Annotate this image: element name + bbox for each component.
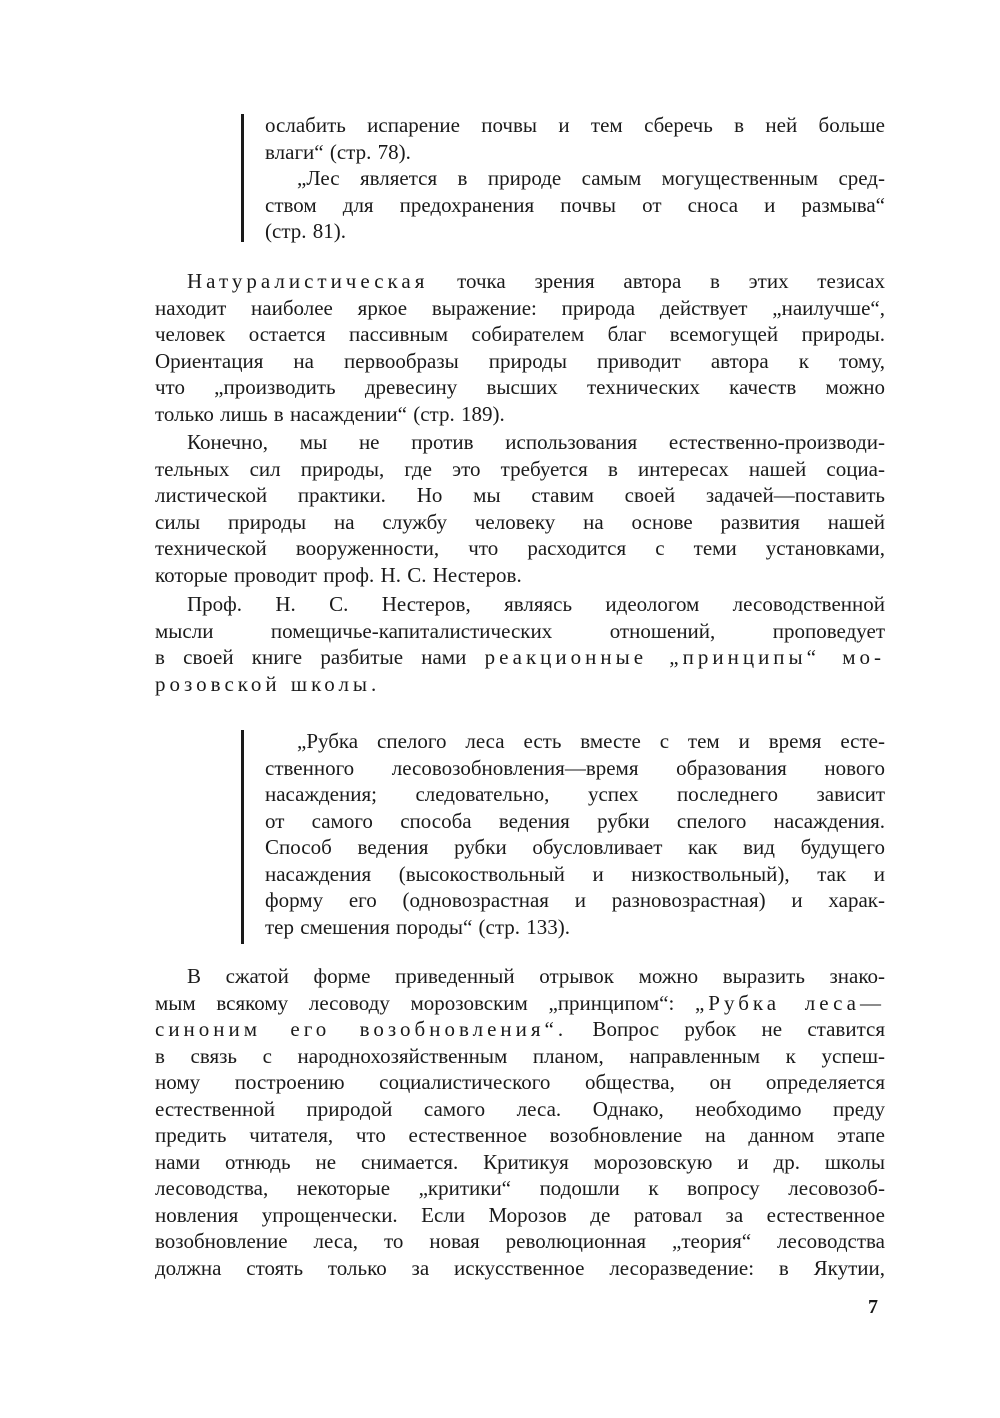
paragraph-2 [155,429,885,588]
paragraph-line: ному построению социалистического общества, он определяется [155,1070,885,1094]
paragraph-line: В сжатой форме приведенный отрывок можно выразить знако- [187,964,885,988]
quote2-line: насаждения (высокоствольный и низкоствольный), так и [265,861,885,886]
quote1-line: (стр. 81). [265,219,346,243]
paragraph-line: лесоводства, некоторые „критики“ подошли к вопросу лесовозоб- [155,1176,885,1200]
paragraph-line: технической вооруженности, что расходится с теми установками, [155,536,885,560]
paragraph-line [155,268,885,295]
quote2-line: ственного лесовозобновления—время образования нового [265,755,885,780]
paragraph-line: человек остается пассивным собирателем благ всемогущей природы. [155,322,885,346]
quote-bar [241,114,244,242]
paragraph-line: должна стоять только за искусственное лесоразведение: в Якутии, [155,1255,885,1280]
paragraph-line: естественной природой самого леса. Однако, необходимо преду [155,1096,885,1121]
paragraph-line: Конечно, мы не против использования естественно-производи- [187,430,885,454]
paragraph-line: мысли помещичье-капиталистических отношений, проповедует [155,618,885,643]
quote2-line: тер смешения породы“ (стр. 133). [265,914,571,939]
paragraph-1 [155,268,885,427]
text-run: точка зрения автора в этих тезисах [428,269,885,293]
paragraph-line [155,1016,885,1043]
paragraph-line [155,644,885,671]
paragraph-line: в связь с народнохозяйственным планом, направленным к успеш- [155,1043,885,1068]
page-number: 7 [868,1296,878,1318]
paragraph-line: что „производить древесину высших технических качеств можно [155,375,885,399]
paragraph-line: нами отнюдь не снимается. Критикуя морозовскую и др. школы [155,1149,885,1174]
quote1-line: „Лес является в природе самым могущественным сред- [297,166,885,190]
spaced-text: Натуралистическая [187,269,429,293]
quote2-line: от самого способа ведения рубки спелого насаждения. [265,808,885,833]
quote-block-1 [265,112,885,245]
spaced-text: „Рубка леса— [694,990,885,1015]
quote1-line: ослабить испарение почвы и тем сберечь в ней больше [265,113,885,137]
paragraph-line [155,671,885,698]
spaced-text: реакционные „принципы“ мо- [484,645,885,669]
quote2-line: „Рубка спелого леса есть вместе с тем и время есте- [297,729,885,753]
quote1-line: влаги“ (стр. 78). [265,139,411,164]
text-run: в своей книге разбитые нами [155,645,485,669]
paragraph-4 [155,963,885,1281]
paragraph-line: предить читателя, что естественное возобновление на данном этапе [155,1123,885,1147]
paragraph-line: тельных сил природы, где это требуется в интересах нашей социа- [155,456,885,481]
paragraph-line [155,990,885,1017]
text-run: мым всякому лесоводу морозовским „принципом“: [155,990,695,1015]
text-run: Вопрос рубок не ставится [567,1017,885,1041]
quote2-line: Способ ведения рубки обусловливает как вид будущего [265,835,885,859]
quote-bar [241,730,244,944]
paragraph-3 [155,591,885,697]
paragraph-line: новления упрощенчески. Если Морозов де ратовал за естественное [155,1202,885,1227]
quote1-line: ством для предохранения почвы от сноса и размыва“ [265,192,885,217]
quote2-line: насаждения; следовательно, успех последнего зависит [265,782,885,806]
paragraph-line: находит наиболее яркое выражение: природа действует „наилучше“, [155,295,885,320]
spaced-text: розовской школы. [155,671,381,696]
paragraph-line: листической практики. Но мы ставим своей задачей—поставить [155,483,885,507]
paragraph-line: только лишь в насаждении“ (стр. 189). [155,401,505,426]
paragraph-line: силы природы на службу человеку на основе развития нашей [155,509,885,534]
quote-block-2 [265,728,885,940]
paragraph-line: которые проводит проф. Н. С. Нестеров. [155,562,522,587]
paragraph-line: Проф. Н. С. Нестеров, являясь идеологом лесоводственной [187,592,885,616]
quote2-line: форму его (одновозрастная и разновозрастная) и харак- [265,888,885,912]
spaced-text: синоним его возобновления“. [155,1017,568,1041]
paragraph-line: Ориентация на первообразы природы приводит автора к тому, [155,348,885,373]
paragraph-line: возобновление леса, то новая революционная „теория“ лесоводства [155,1229,885,1253]
